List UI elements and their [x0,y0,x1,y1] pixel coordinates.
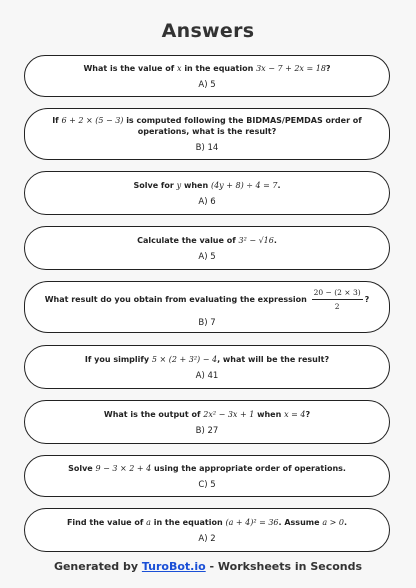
answer-text: B) 14 [195,143,219,153]
answer-text: A) 5 [198,79,216,90]
question-text: Solve 9 − 3 × 2 + 4 using the appropriate order of operations. [68,463,346,473]
turobot-link[interactable]: TuroBot.io [141,560,206,573]
answer-text: B) 27 [195,425,219,436]
question-card-6 [24,345,390,389]
question-card-5 [24,281,390,333]
footer-prefix: Generated by [53,560,142,573]
answer-text: A) 2 [198,533,216,544]
question-text: Calculate the value of 3² − √16. [137,235,277,245]
footer-suffix: - Worksheets in Seconds [205,560,363,573]
fraction: $\frac{20 - (2 \times 3)}{2}$ [313,287,361,311]
question-text: Find the value of a in the equation (a + 4)² = 36. Assume a > 0. [66,517,348,527]
question-card-1 [24,55,390,97]
question-card-7 [24,400,390,444]
question-text: What result do you obtain from evaluating the expression $\frac{20 - (2 \times 3)}{2}$ ? [44,287,370,311]
question-text: If 6 + 2 × (5 − 3) is computed following the BIDMAS/PEMDAS order of operations, what is the result? [52,116,362,136]
answer-text: A) 5 [198,251,216,262]
question-card-2 [24,108,390,160]
answer-text: A) 6 [198,196,216,207]
answer-text: C) 5 [198,479,216,490]
question-card-3 [24,171,390,215]
question-card-8 [24,455,390,497]
question-card-9 [24,508,390,552]
question-text: What is the output of 2x² − 3x + 1 when x = 4? [103,409,311,419]
question-text: Solve for y when (4y + 8) ÷ 4 = 7. [133,180,281,190]
footer [0,560,416,573]
page-title: Answers [161,20,255,42]
question-text: What is the value of x in the equation 3x − 7 + 2x = 18? [83,63,331,73]
answer-text: B) 7 [198,317,216,328]
question-card-4 [24,226,390,270]
question-text: If you simplify 5 × (2 + 3²) − 4, what will be the result? [84,354,330,364]
answer-text: A) 41 [195,370,219,381]
